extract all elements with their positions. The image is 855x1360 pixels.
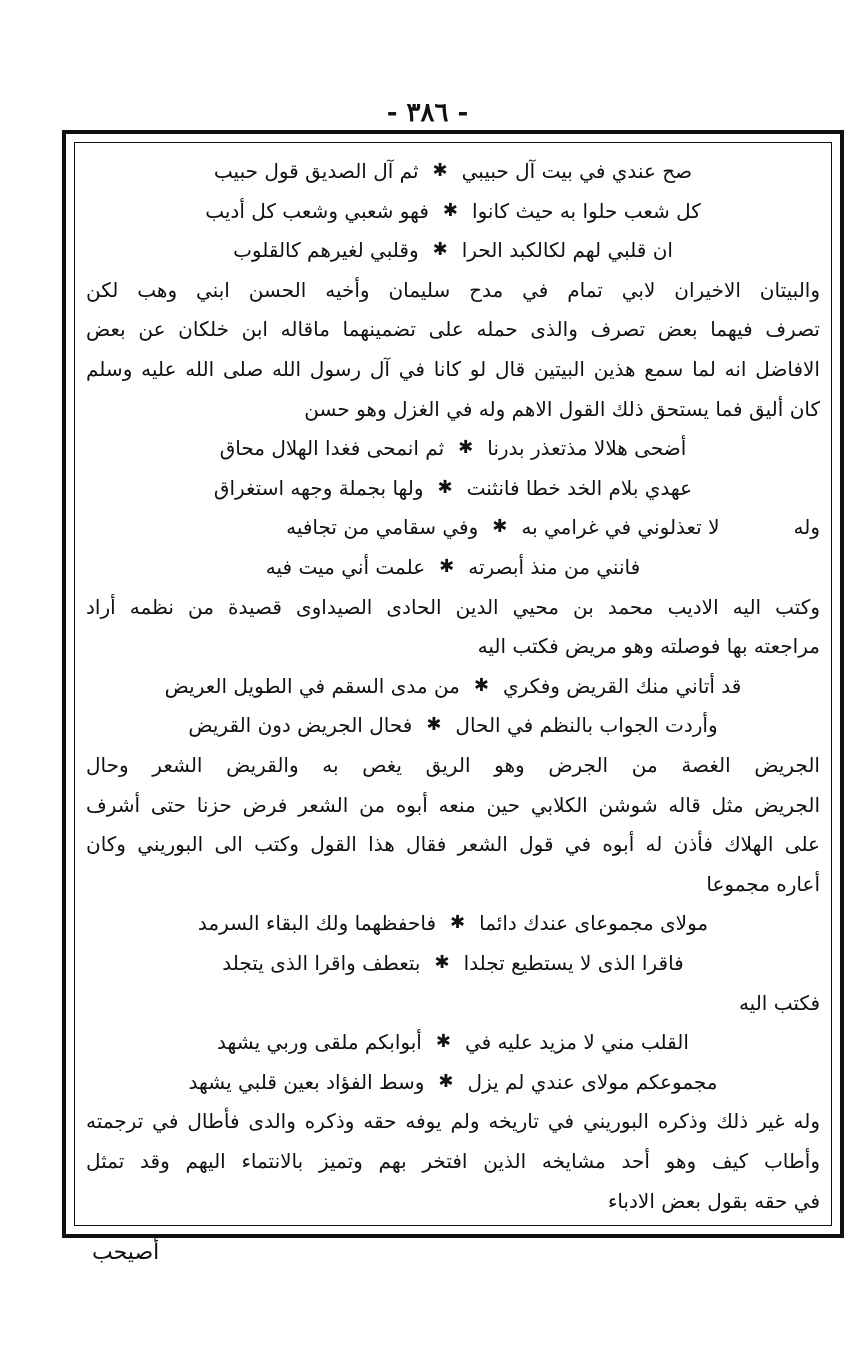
verse-separator-star-icon: ✱: [450, 912, 466, 934]
prose-line: [86, 865, 820, 903]
verse-second-hemistich: ولها بجملة وجهه استغراق: [213, 475, 424, 500]
verse-separator-star-icon: ✱: [438, 1070, 454, 1092]
prose-text: وله غير ذلك وذكره البوريني في تاريخه ولم يوفه حقه وذكره والدى فأطال في ترجمته: [86, 1109, 820, 1134]
prose-text: والبيتان الاخيران لابي تمام في مدح سليمان وأخيه الحسن ابني وهب لكن: [86, 277, 820, 302]
prose-line: [86, 588, 820, 626]
verse-line: [86, 944, 820, 982]
verse-second-hemistich: من مدى السقم في الطويل العريض: [164, 673, 460, 698]
verse-second-hemistich: ثم آل الصديق قول حبيب: [213, 159, 419, 183]
verse-separator-star-icon: ✱: [439, 556, 455, 577]
catchword: أصيحب: [92, 1240, 160, 1265]
text-body: [86, 150, 820, 1220]
verse-first-hemistich: وأردت الجواب بالنظم في الحال: [455, 713, 718, 738]
verse-first-hemistich: فانني من منذ أبصرته: [468, 555, 641, 579]
prose-text: كان أليق فما يستحق ذلك القول الاهم وله في الغزل وهو حسن: [304, 396, 820, 421]
verse-separator-star-icon: ✱: [435, 1031, 451, 1053]
prose-line: [86, 390, 820, 428]
verse-second-hemistich: وفي سقامي من تجافيه: [286, 515, 479, 540]
verse-line: [86, 231, 820, 269]
verse-line: [86, 152, 820, 190]
verse-separator-star-icon: ✱: [458, 437, 474, 459]
verse-first-hemistich: مجموعكم مولاى عندي لم يزل: [467, 1069, 718, 1094]
prose-text: وكتب اليه الاديب محمد بن محيي الدين الحادى الصيداوى قصيدة من نظمه أراد: [86, 594, 820, 619]
verse-line: [86, 429, 820, 467]
verse-separator-star-icon: ✱: [432, 160, 448, 181]
prose-line: [86, 1182, 820, 1220]
verse-second-hemistich: بتعطف واقرا الذى يتجلد: [222, 951, 421, 975]
verse-second-hemistich: أبوابكم ملقى وربي يشهد: [217, 1030, 422, 1055]
verse-separator-star-icon: ✱: [442, 199, 459, 221]
verse-line: [86, 192, 820, 230]
prose-line: [86, 984, 820, 1022]
verse-second-hemistich: ثم انمحى فغدا الهلال محاق: [219, 436, 445, 461]
verse-separator-star-icon: ✱: [492, 516, 508, 538]
verse-line: [86, 1023, 820, 1061]
prose-text: على الهلاك فأذن له أبوه في قول الشعر فقال هذا القول وكتب الى البوريني وكان: [86, 832, 820, 857]
verse-first-hemistich: عهدي بلام الخد خطا فانثنت: [466, 475, 693, 500]
verse-second-hemistich: علمت أني ميت فيه: [265, 555, 426, 579]
prose-text: فكتب اليه: [738, 990, 820, 1015]
prose-text: أعاره مجموعا: [706, 871, 820, 896]
verse-line: [86, 667, 820, 705]
prose-text: الافاضل انه لما سمع هذين البيتين قال لو كانا في آل رسول الله صلى الله عليه وسلم: [86, 357, 820, 381]
verse-line: [86, 1063, 820, 1101]
prose-line: [86, 350, 820, 388]
prose-line: [86, 1102, 820, 1140]
verse-separator-star-icon: ✱: [432, 239, 448, 261]
prose-line: [86, 746, 820, 784]
prose-line: [86, 1142, 820, 1180]
page-number: - ٣٨٦ -: [386, 98, 469, 128]
prose-line: [86, 627, 820, 665]
prose-text: الجريض مثل قاله شوشن الكلابي حين منعه أبوه من الشعر فرض حزنا حتى أشرف: [86, 792, 820, 817]
verse-line: [86, 469, 820, 507]
verse-first-hemistich: كل شعب حلوا به حيث كانوا: [472, 198, 701, 223]
verse-line: [86, 904, 820, 942]
verse-first-hemistich: فاقرا الذى لا يستطيع تجلدا: [463, 951, 684, 975]
verse-second-hemistich: وسط الفؤاد بعين قلبي يشهد: [188, 1069, 425, 1094]
prose-line: [86, 271, 820, 309]
verse-first-hemistich: لا تعذلوني في غرامي به: [521, 515, 720, 540]
prose-text: الجريض الغصة من الجرض وهو الريق يغص به والقريض الشعر وحال: [86, 753, 820, 777]
prose-line: [86, 786, 820, 824]
verse-first-hemistich: القلب مني لا مزيد عليه في: [464, 1030, 689, 1055]
verse-separator-star-icon: ✱: [437, 476, 453, 498]
verse-first-hemistich: ان قلبي لهم لكالكبد الحرا: [461, 238, 673, 263]
prose-line: [86, 310, 820, 348]
verse-second-hemistich: وقلبي لغيرهم كالقلوب: [233, 238, 419, 263]
verse-separator-star-icon: ✱: [473, 674, 489, 696]
verse-first-hemistich: صح عندي في بيت آل حبيبي: [461, 159, 693, 183]
verse-separator-star-icon: ✱: [434, 952, 450, 973]
prose-text: في حقه بقول بعض الادباء: [607, 1188, 820, 1213]
verse-second-hemistich: فهو شعبي وشعب كل أديب: [205, 198, 429, 223]
verse-line: [86, 548, 820, 586]
verse-second-hemistich: فحال الجريض دون القريض: [188, 713, 413, 738]
verse-line: [86, 706, 820, 744]
prose-line: [86, 825, 820, 863]
verse-separator-star-icon: ✱: [426, 714, 442, 736]
prose-text: وأطاب كيف وهو أحد مشايخه الذين افتخر بهم وتميز بالانتماء اليهم وقد تمثل: [86, 1149, 820, 1173]
prose-text: مراجعته بها فوصلته وهو مريض فكتب اليه: [477, 634, 820, 659]
verse-first-hemistich: أضحى هلالا مذتعذر بدرنا: [487, 436, 687, 461]
verse-line: [86, 508, 820, 546]
verse-first-hemistich: قد أتاني منك القريض وفكري: [502, 673, 742, 698]
verse-label: وله: [793, 515, 820, 540]
prose-text: تصرف فيهما بعض تصرف والذى حمله على تضمينهما ماقاله ابن خلكان عن بعض: [86, 317, 820, 342]
verse-first-hemistich: مولاى مجموعاى عندك دائما: [479, 911, 709, 936]
verse-second-hemistich: فاحفظهما ولك البقاء السرمد: [197, 911, 437, 936]
